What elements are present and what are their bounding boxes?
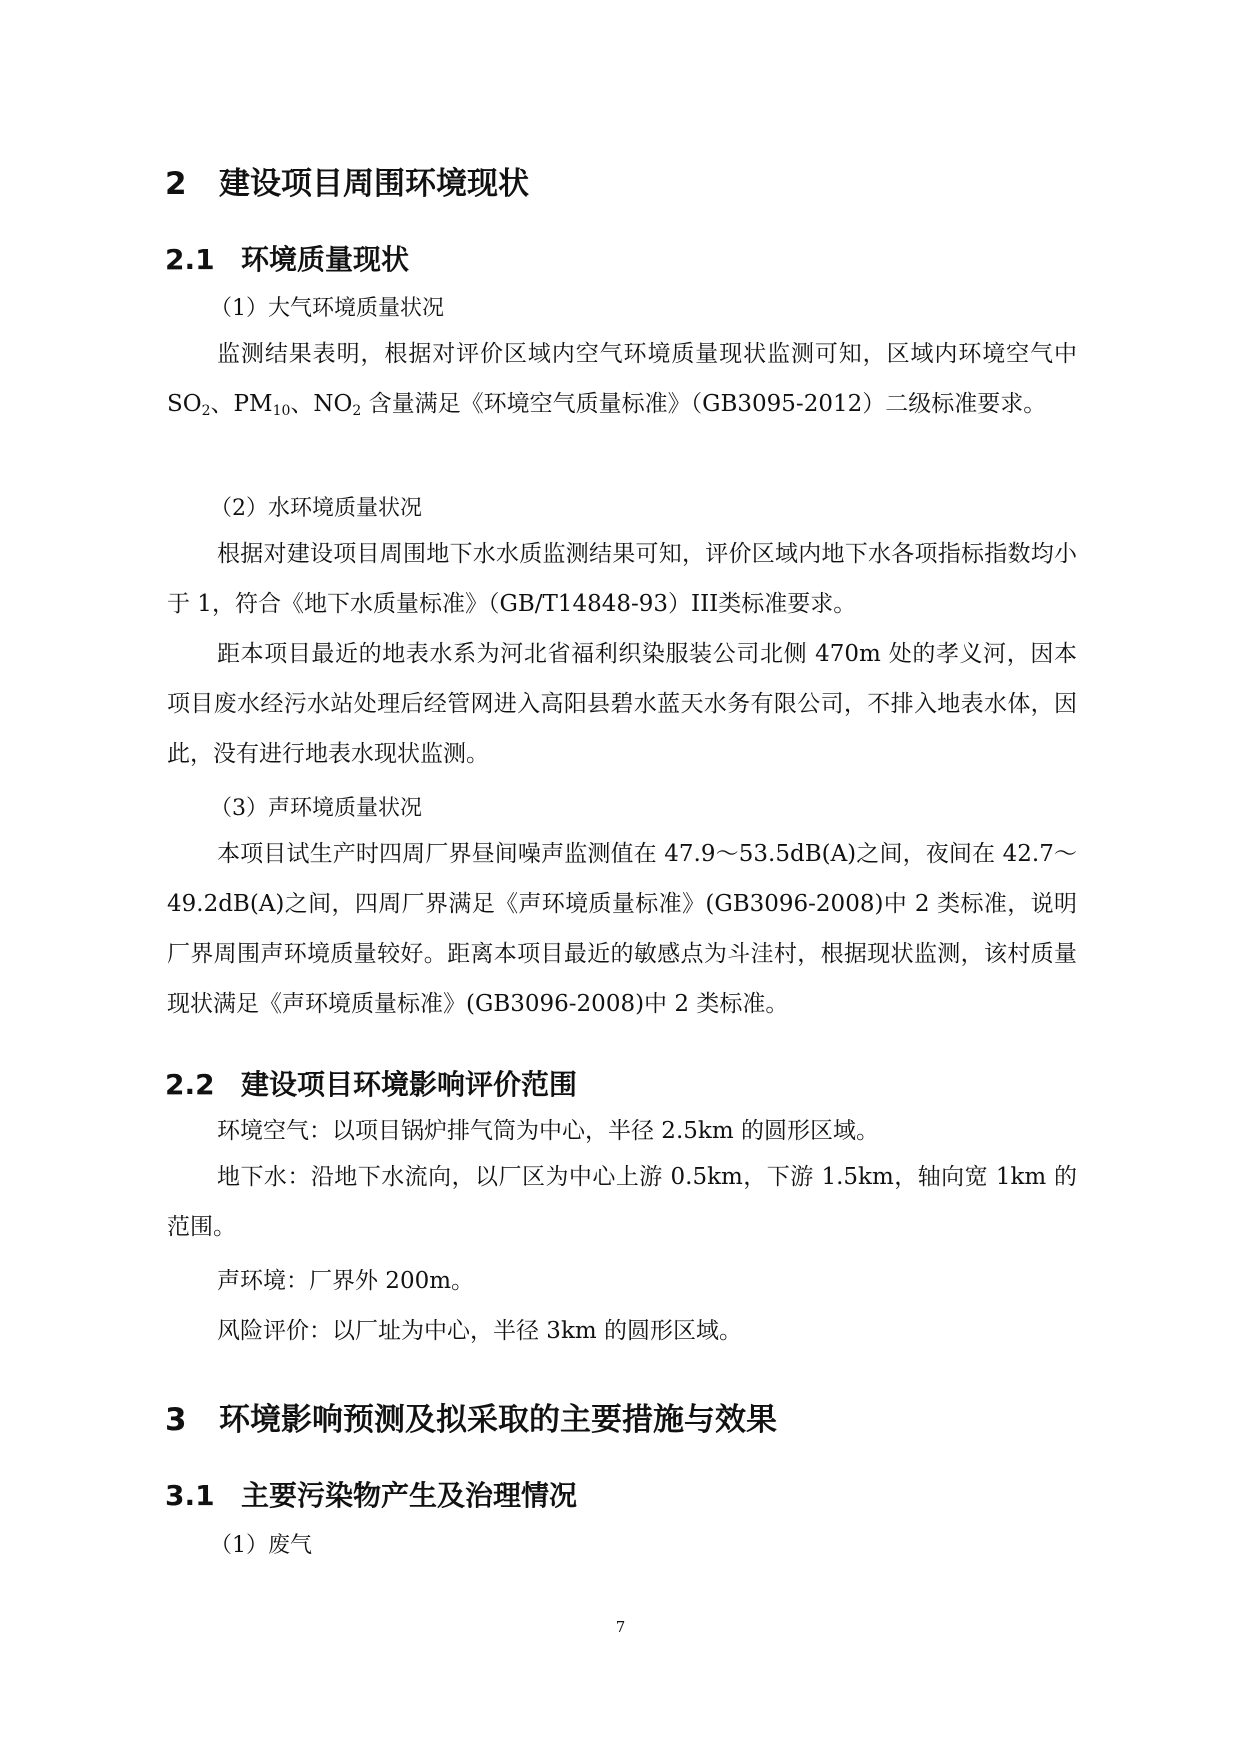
scope-air: 环境空气：以项目锅炉排气筒为中心，半径 2.5km 的圆形区域。 — [217, 1118, 879, 1144]
section-heading-2-1 — [165, 238, 409, 278]
subheading-waste-gas: （1）废气 — [210, 1533, 312, 1558]
subscript: 2 — [352, 403, 362, 419]
subscript: 10 — [272, 403, 291, 419]
text-run: 含量满足《环境空气质量标准》（GB3095-2012）二级标准要求。 — [361, 391, 1047, 417]
scope-risk: 风险评价：以厂址为中心，半径 3km 的圆形区域。 — [217, 1318, 743, 1344]
section-number: 3 — [165, 1402, 187, 1438]
text-run: 监测结果表明，根据对评价区域内空气环境质量现状监测可知，区域内环境空气中 SO — [167, 341, 1077, 417]
scope-groundwater: 地下水：沿地下水流向，以厂区为中心上游 0.5km，下游 1.5km，轴向宽 1km 的范围。 — [167, 1164, 1077, 1240]
subheading-noise-quality: （3）声环境质量状况 — [210, 796, 422, 821]
page-number: 7 — [615, 1618, 626, 1636]
subheading-water-quality: （2）水环境质量状况 — [210, 496, 422, 521]
text-run: 、PM — [210, 391, 273, 417]
section-number: 2 — [165, 166, 187, 202]
section-number: 2.2 — [165, 1068, 215, 1101]
section-heading-2 — [165, 158, 529, 203]
section-heading-3-1 — [165, 1474, 577, 1514]
section-title: 环境质量现状 — [241, 243, 410, 276]
section-title: 主要污染物产生及治理情况 — [241, 1479, 578, 1512]
paragraph-surface-water: 距本项目最近的地表水系为河北省福利织染服装公司北侧 470m 处的孝义河，因本项目废水经污水站处理后经管网进入高阳县碧水蓝天水务有限公司，不排入地表水体，因此，没有进行地表水现状监测。 — [167, 641, 1077, 767]
paragraph-noise: 本项目试生产时四周厂界昼间噪声监测值在 47.9～53.5dB(A)之间，夜间在 42.7～49.2dB(A)之间，四周厂界满足《声环境质量标准》(GB3096-2008)中 2 类标准，说明厂界周围声环境质量较好。距离本项目最近的敏感点为斗洼村，根据现状监测，该村质量现状满足《声环境质量标准》(GB3096-2008)中 2 类标准。 — [167, 841, 1077, 1017]
text-run: 、NO — [290, 391, 353, 417]
paragraph-air-quality — [167, 329, 1077, 429]
section-title: 建设项目环境影响评价范围 — [241, 1068, 578, 1101]
section-number: 3.1 — [165, 1479, 215, 1512]
section-heading-2-2 — [165, 1063, 577, 1103]
paragraph-groundwater: 根据对建设项目周围地下水水质监测结果可知，评价区域内地下水各项指标指数均小于 1，符合《地下水质量标准》（GB/T14848-93）III类标准要求。 — [167, 541, 1077, 617]
section-title: 建设项目周围环境现状 — [219, 166, 529, 202]
section-heading-3 — [165, 1394, 777, 1439]
section-title: 环境影响预测及拟采取的主要措施与效果 — [219, 1402, 777, 1438]
subheading-air-quality: （1）大气环境质量状况 — [210, 296, 444, 321]
subscript: 2 — [201, 403, 211, 419]
scope-noise: 声环境：厂界外 200m。 — [217, 1268, 475, 1294]
section-number: 2.1 — [165, 243, 215, 276]
